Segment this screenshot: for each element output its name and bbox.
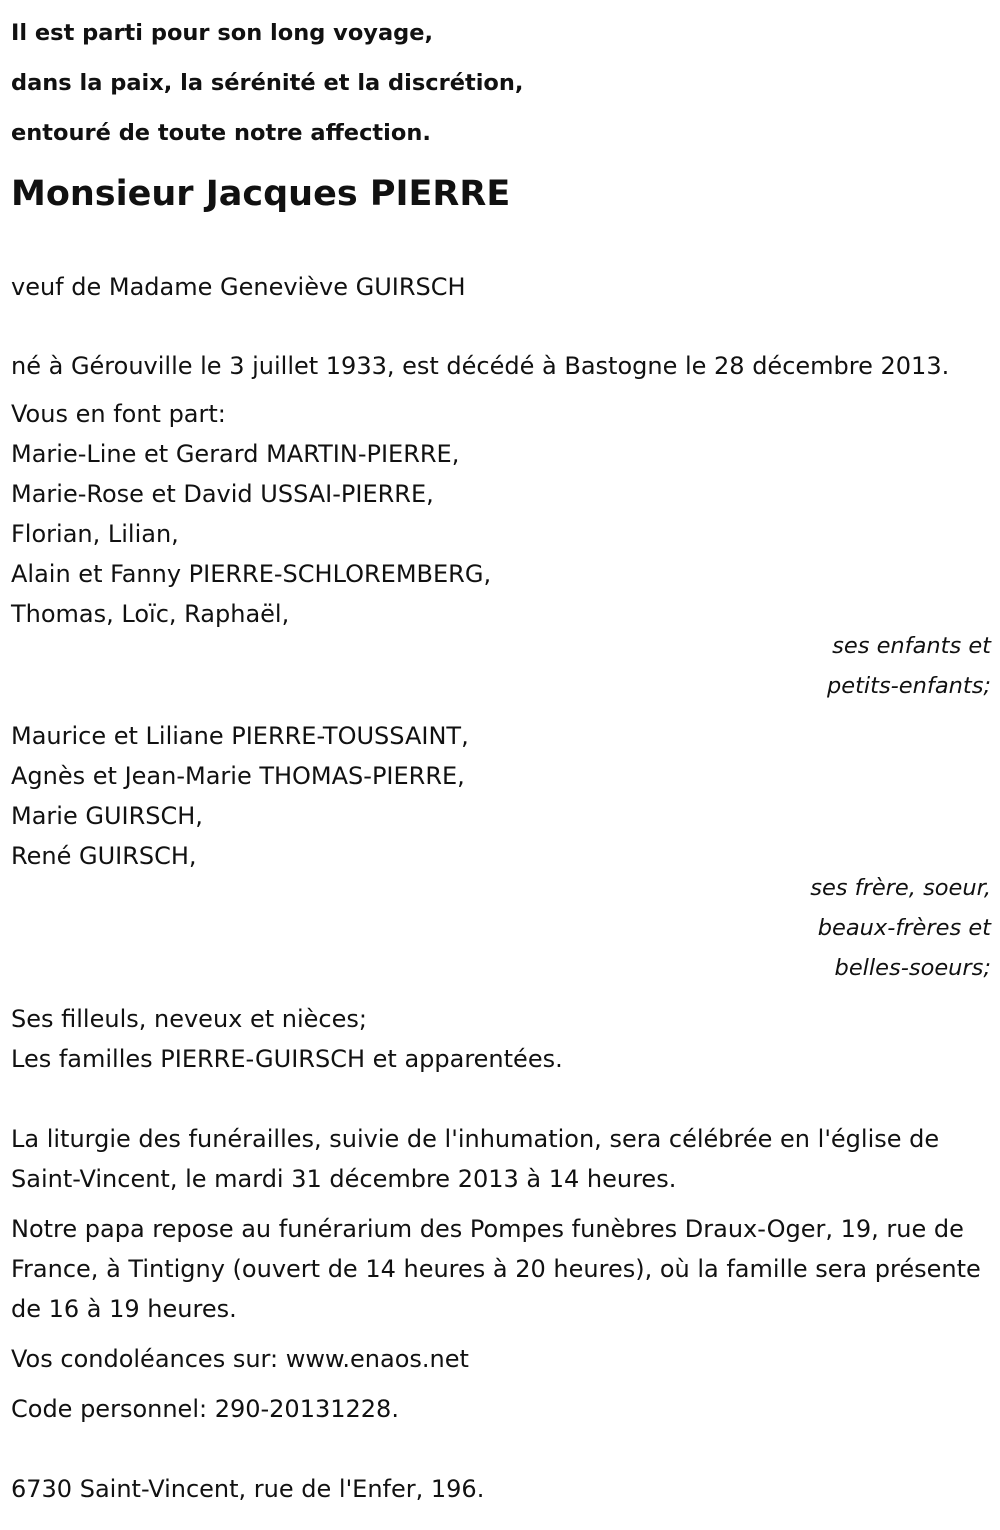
relation-line: ses frère, soeur, bbox=[810, 875, 991, 901]
list-item: Marie-Line et Gerard MARTIN-PIERRE, bbox=[11, 440, 460, 468]
list-item: René GUIRSCH, bbox=[11, 842, 197, 870]
children-list bbox=[11, 394, 991, 634]
list-item: Florian, Lilian, bbox=[11, 520, 179, 548]
birth-death: né à Gérouville le 3 juillet 1933, est décédé à Bastogne le 28 décembre 2013. bbox=[11, 352, 950, 380]
relation-line: beaux-frères et bbox=[817, 915, 991, 941]
list-item: Marie-Rose et David USSAI-PIERRE, bbox=[11, 480, 434, 508]
epigraph bbox=[11, 0, 991, 158]
address: 6730 Saint-Vincent, rue de l'Enfer, 196. bbox=[11, 1475, 485, 1503]
funeral-liturgy: La liturgie des funérailles, suivie de l'inhumation, sera célébrée en l'église de Saint-Vincent, le mardi 31 décembre 2013 à 14 heures. bbox=[11, 1125, 940, 1193]
siblings-relation bbox=[11, 868, 991, 988]
condolences-label: Vos condoléances sur: bbox=[11, 1345, 286, 1373]
list-item: Marie GUIRSCH, bbox=[11, 802, 203, 830]
epigraph-line: entouré de toute notre affection. bbox=[11, 120, 431, 146]
announcement-intro: Vous en font part: bbox=[11, 400, 226, 428]
funeral-repose: Notre papa repose au funérarium des Pompes funèbres Draux-Oger, 19, rue de France, à Tintigny (ouvert de 14 heures à 20 heures), où la famille sera présente de 16 à 19 heures. bbox=[11, 1215, 981, 1323]
widow-of: veuf de Madame Geneviève GUIRSCH bbox=[11, 273, 466, 301]
condolences-link[interactable]: www.enaos.net bbox=[285, 1345, 469, 1373]
condolences-line bbox=[11, 1339, 991, 1379]
list-item: Alain et Fanny PIERRE-SCHLOREMBERG, bbox=[11, 560, 492, 588]
others-list bbox=[11, 999, 991, 1079]
personal-code: Code personnel: 290-20131228. bbox=[11, 1395, 399, 1423]
list-item: Ses filleuls, neveux et nièces; bbox=[11, 1005, 367, 1033]
deceased-name: Monsieur Jacques PIERRE bbox=[11, 174, 511, 214]
epigraph-line: dans la paix, la sérénité et la discrétion, bbox=[11, 70, 524, 96]
children-relation bbox=[11, 626, 991, 706]
list-item: Maurice et Liliane PIERRE-TOUSSAINT, bbox=[11, 722, 469, 750]
epigraph-line: Il est parti pour son long voyage, bbox=[11, 20, 434, 46]
relation-line: ses enfants et bbox=[832, 633, 991, 659]
relation-line: petits-enfants; bbox=[826, 673, 991, 699]
list-item: Agnès et Jean-Marie THOMAS-PIERRE, bbox=[11, 762, 465, 790]
relation-line: belles-soeurs; bbox=[834, 955, 991, 981]
list-item: Les familles PIERRE-GUIRSCH et apparentées. bbox=[11, 1045, 563, 1073]
list-item: Thomas, Loïc, Raphaël, bbox=[11, 600, 290, 628]
siblings-list bbox=[11, 716, 991, 876]
obituary-notice bbox=[11, 0, 991, 1509]
